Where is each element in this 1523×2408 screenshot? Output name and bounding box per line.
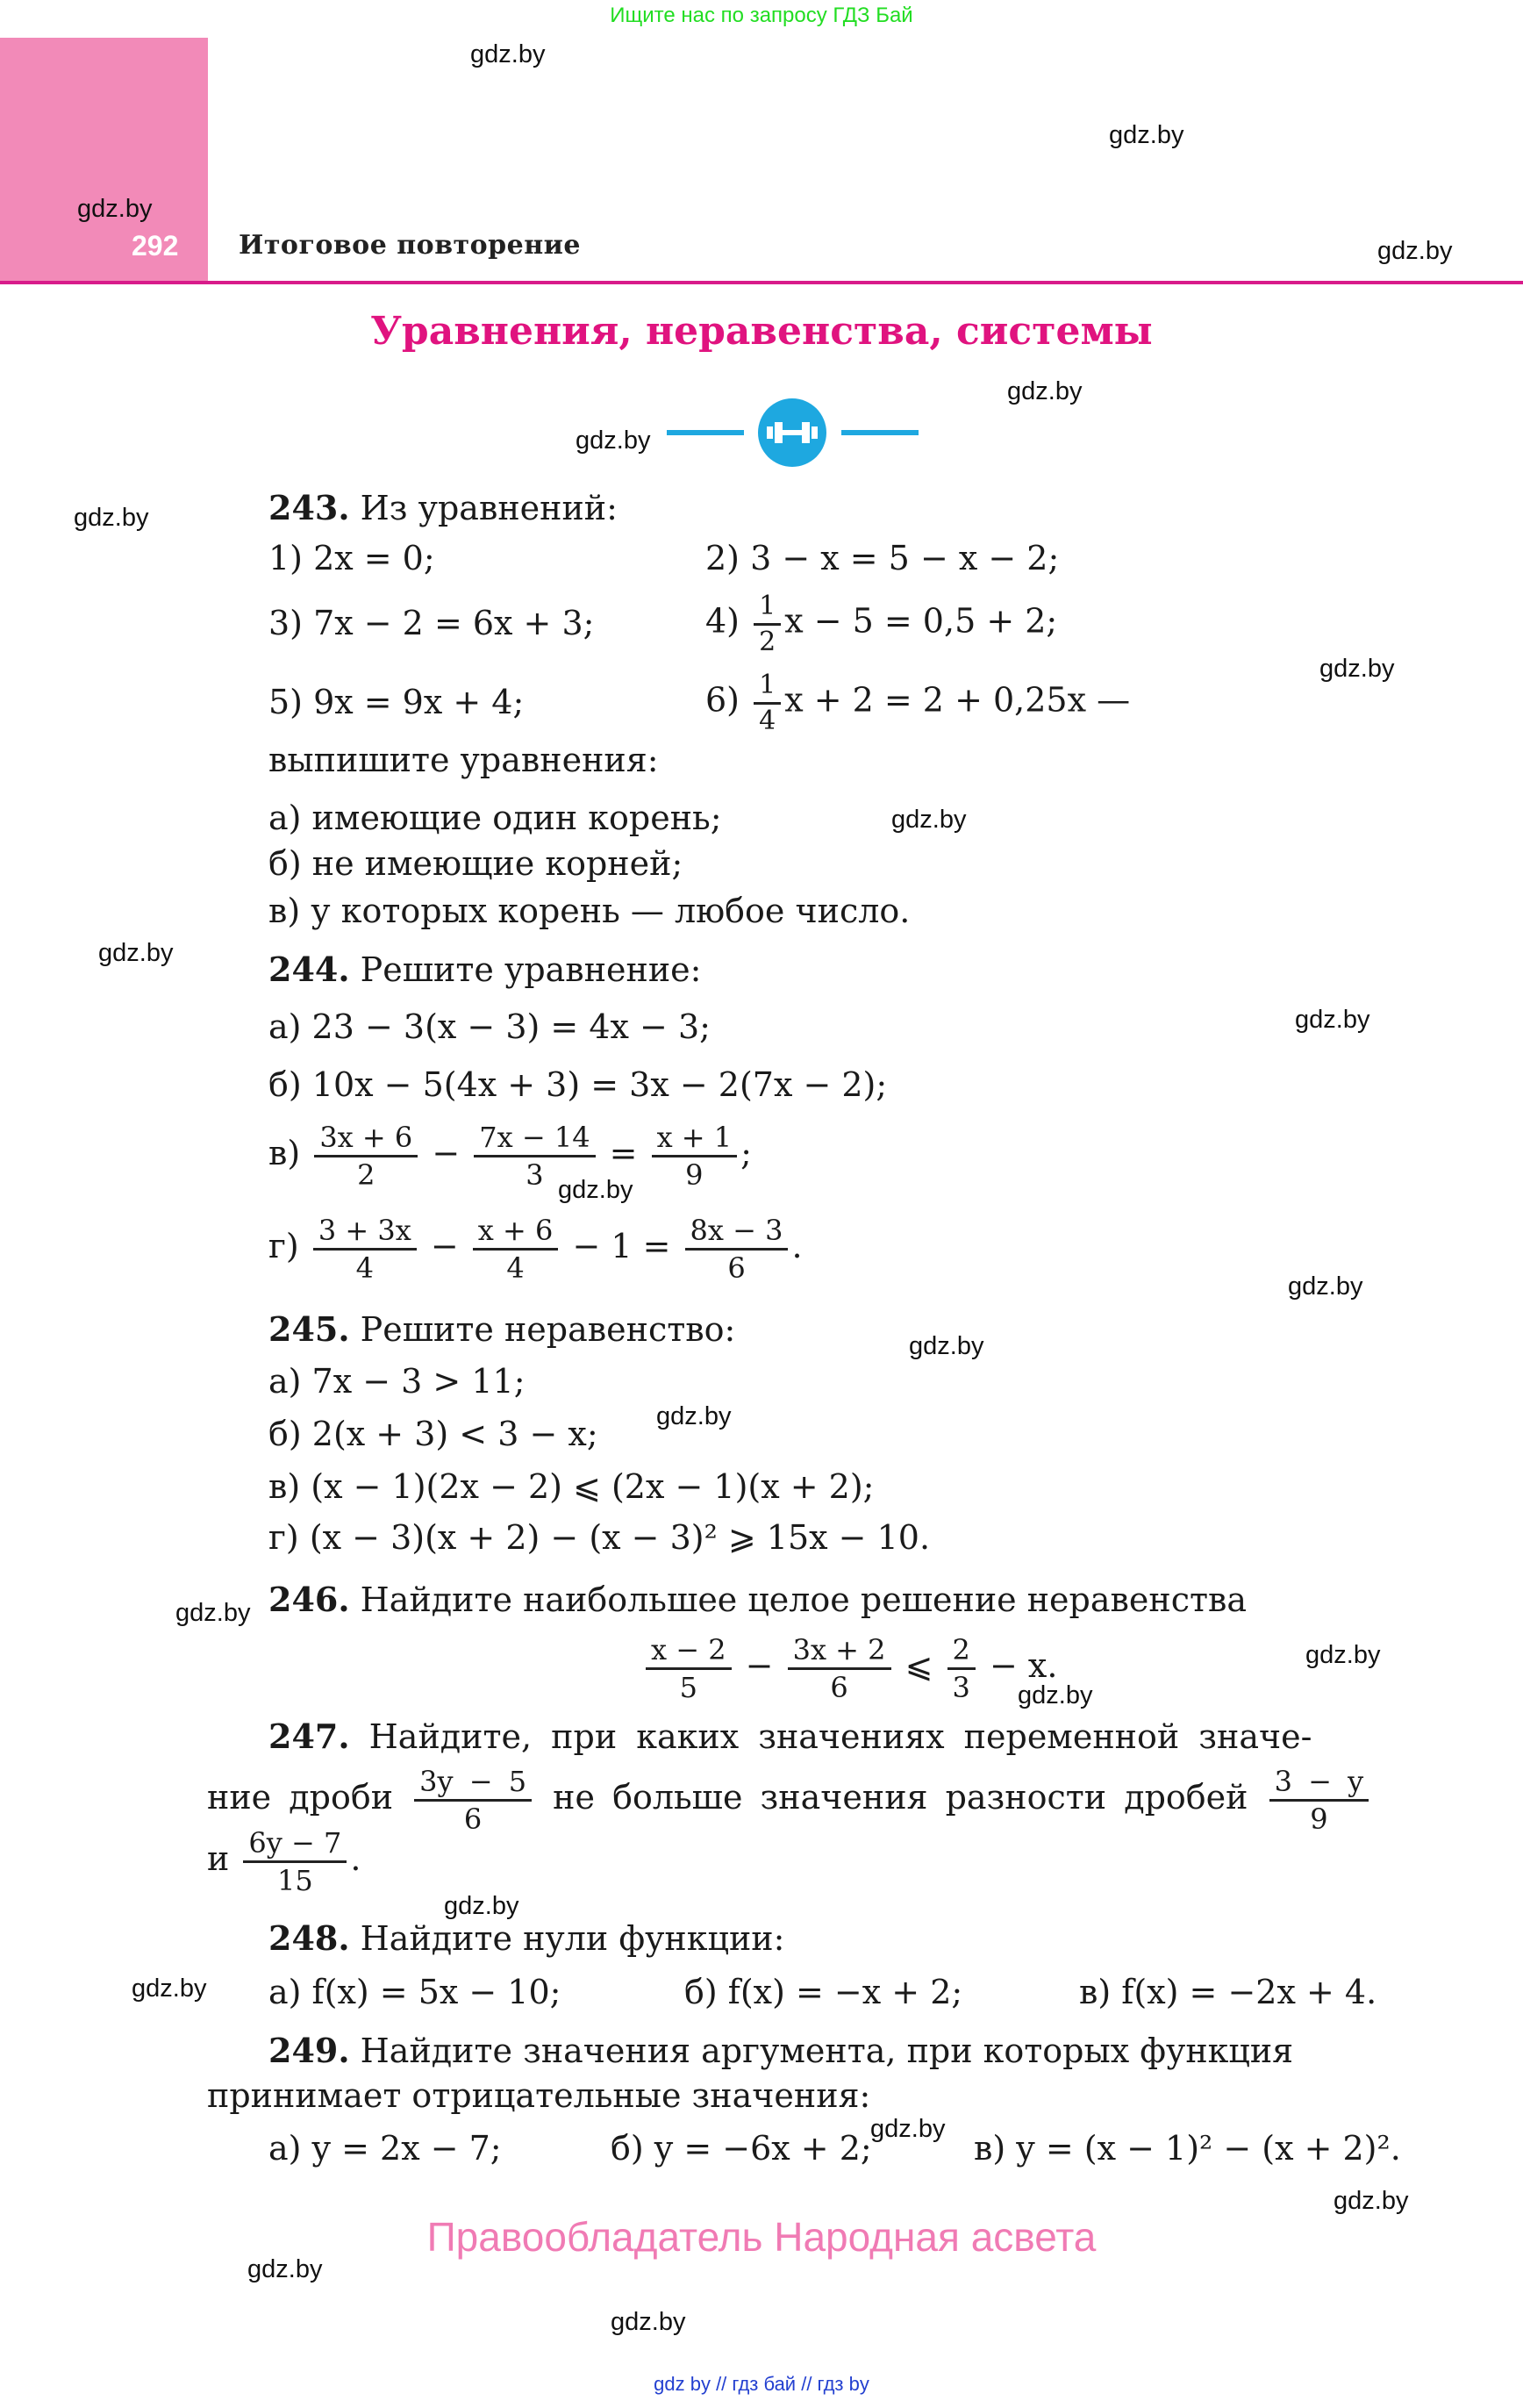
watermark: gdz.by bbox=[1109, 121, 1184, 149]
numerator: 3 + 3x bbox=[313, 1213, 417, 1251]
watermark: gdz.by bbox=[576, 426, 651, 455]
watermark: gdz.by bbox=[611, 2308, 686, 2336]
fraction bbox=[754, 669, 781, 737]
fraction bbox=[473, 1213, 559, 1286]
dumbbell-icon bbox=[758, 398, 826, 467]
problem-number: 245. bbox=[268, 1309, 350, 1349]
operator: − bbox=[430, 1227, 459, 1265]
subtask-c: в) f(x) = −2x + 4. bbox=[1079, 1973, 1377, 2011]
numerator: 3x + 6 bbox=[314, 1120, 418, 1157]
footer-links[interactable]: gdz by // гдз бай // гдз by bbox=[654, 2373, 869, 2395]
equation-6 bbox=[705, 669, 1130, 737]
divider-left bbox=[667, 430, 744, 435]
punctuation: ; bbox=[740, 1134, 752, 1172]
equation-4 bbox=[705, 590, 1057, 658]
subtask-a: а) 7x − 3 > 11; bbox=[268, 1362, 526, 1401]
problem-number: 244. bbox=[268, 950, 350, 989]
fraction bbox=[947, 1632, 976, 1705]
subtask-b: б) 2(x + 3) < 3 − x; bbox=[268, 1415, 598, 1453]
denominator: 6 bbox=[830, 1671, 848, 1704]
subtask-c bbox=[268, 1120, 752, 1193]
equation-rest: x + 2 = 2 + 0,25x — bbox=[784, 680, 1131, 720]
watermark: gdz.by bbox=[74, 504, 149, 532]
watermark: gdz.by bbox=[1319, 655, 1395, 683]
problem-intro: Найдите наибольшее целое решение неравенства bbox=[360, 1580, 1248, 1619]
item-label: г) bbox=[268, 1227, 299, 1265]
problem-number: 243. bbox=[268, 488, 350, 527]
watermark: gdz.by bbox=[1305, 1641, 1381, 1669]
watermark: gdz.by bbox=[98, 939, 174, 967]
problem-intro: Из уравнений: bbox=[360, 489, 618, 527]
item-label: 6) bbox=[705, 680, 740, 720]
problem-245-heading bbox=[268, 1309, 735, 1351]
denominator: 4 bbox=[506, 1251, 525, 1285]
item-label: в) bbox=[268, 1134, 301, 1172]
page-number: 292 bbox=[132, 230, 179, 262]
subtask-d bbox=[268, 1213, 803, 1286]
subtask-a: а) 23 − 3(x − 3) = 4x − 3; bbox=[268, 1007, 711, 1046]
numerator: 3y − 5 bbox=[414, 1764, 532, 1802]
denominator: 3 bbox=[526, 1158, 544, 1192]
search-banner[interactable]: Ищите нас по запросу ГДЗ Бай bbox=[610, 4, 913, 27]
watermark: gdz.by bbox=[1007, 377, 1083, 405]
fraction bbox=[314, 1120, 418, 1193]
operator: − 1 = bbox=[572, 1227, 671, 1265]
problem-248-heading bbox=[268, 1918, 784, 1960]
fraction bbox=[243, 1825, 347, 1898]
numerator: x − 2 bbox=[646, 1632, 732, 1670]
watermark: gdz.by bbox=[1334, 2187, 1409, 2215]
numerator: 3x + 2 bbox=[788, 1632, 891, 1670]
problem-number: 246. bbox=[268, 1580, 350, 1619]
problem-text: и bbox=[207, 1839, 230, 1878]
operator: ⩽ bbox=[905, 1646, 933, 1685]
punctuation: . bbox=[791, 1227, 803, 1265]
denominator: 5 bbox=[679, 1671, 697, 1704]
operator: − bbox=[745, 1646, 774, 1685]
section-title: Уравнения, неравенства, системы bbox=[370, 309, 1153, 354]
fraction bbox=[652, 1120, 738, 1193]
problem-247-line2 bbox=[207, 1764, 1372, 1837]
problem-intro: Решите неравенство: bbox=[360, 1310, 736, 1349]
problem-intro: Найдите нули функции: bbox=[360, 1919, 785, 1958]
watermark: gdz.by bbox=[909, 1332, 984, 1360]
problem-247-line3 bbox=[207, 1825, 361, 1898]
running-title: Итоговое повторение bbox=[239, 230, 581, 261]
problem-text: не больше значения разности дробей bbox=[553, 1778, 1248, 1817]
equation-rest: x − 5 = 0,5 + 2; bbox=[784, 601, 1058, 641]
expression-tail: − x. bbox=[990, 1646, 1058, 1685]
denominator: 6 bbox=[463, 1802, 483, 1836]
equation-5: 5) 9x = 9x + 4; bbox=[268, 683, 525, 721]
fraction bbox=[788, 1632, 891, 1705]
watermark: gdz.by bbox=[870, 2115, 946, 2143]
problem-249-line2: принимает отрицательные значения: bbox=[207, 2076, 871, 2115]
denominator: 2 bbox=[759, 626, 776, 657]
numerator: 3 − y bbox=[1269, 1764, 1369, 1802]
instruction: выпишите уравнения: bbox=[268, 741, 659, 779]
numerator: 7x − 14 bbox=[474, 1120, 595, 1157]
watermark: gdz.by bbox=[247, 2255, 323, 2283]
subtask-c: в) у которых корень — любое число. bbox=[268, 892, 911, 930]
numerator: 6y − 7 bbox=[243, 1825, 347, 1863]
equation-1: 1) 2x = 0; bbox=[268, 539, 435, 577]
problem-244-heading bbox=[268, 950, 701, 991]
fraction bbox=[646, 1632, 732, 1705]
subtask-b: б) y = −6x + 2; bbox=[611, 2129, 872, 2168]
problem-number: 249. bbox=[268, 2031, 350, 2070]
subtask-a: а) y = 2x − 7; bbox=[268, 2129, 502, 2168]
divider-right bbox=[841, 430, 919, 435]
problem-number: 247. bbox=[268, 1716, 350, 1756]
subtask-c: в) y = (x − 1)² − (x + 2)². bbox=[974, 2129, 1401, 2168]
watermark: gdz.by bbox=[1018, 1681, 1093, 1709]
numerator: 1 bbox=[754, 669, 781, 705]
watermark: gdz.by bbox=[77, 195, 153, 223]
numerator: 8x − 3 bbox=[685, 1213, 789, 1251]
problem-text: Найдите значения аргумента, при которых функция bbox=[360, 2032, 1294, 2070]
subtask-b: б) f(x) = −x + 2; bbox=[684, 1973, 963, 2011]
header-rule bbox=[0, 281, 1523, 284]
subtask-b: б) 10x − 5(4x + 3) = 3x − 2(7x − 2); bbox=[268, 1065, 888, 1104]
problem-intro: Решите уравнение: bbox=[360, 950, 702, 989]
equation-2: 2) 3 − x = 5 − x − 2; bbox=[705, 539, 1060, 577]
watermark: gdz.by bbox=[656, 1402, 732, 1430]
fraction bbox=[685, 1213, 789, 1286]
watermark: gdz.by bbox=[558, 1176, 633, 1204]
denominator: 4 bbox=[355, 1251, 374, 1285]
numerator: x + 1 bbox=[652, 1120, 738, 1157]
problem-249-heading bbox=[268, 2031, 1293, 2072]
problem-text: ние дроби bbox=[207, 1778, 394, 1817]
denominator: 15 bbox=[277, 1864, 313, 1897]
copyright-holder: Правообладатель Народная асвета bbox=[426, 2214, 1097, 2260]
numerator: x + 6 bbox=[473, 1213, 559, 1251]
denominator: 9 bbox=[685, 1158, 704, 1192]
operator: − bbox=[432, 1134, 461, 1172]
denominator: 6 bbox=[727, 1251, 746, 1285]
fraction bbox=[754, 590, 781, 658]
fraction bbox=[313, 1213, 417, 1286]
watermark: gdz.by bbox=[891, 806, 967, 834]
subtask-a: а) f(x) = 5x − 10; bbox=[268, 1973, 561, 2011]
watermark: gdz.by bbox=[175, 1599, 251, 1627]
problem-243-heading bbox=[268, 488, 618, 529]
denominator: 3 bbox=[952, 1671, 970, 1704]
item-label: 4) bbox=[705, 601, 740, 641]
watermark: gdz.by bbox=[444, 1892, 519, 1920]
denominator: 2 bbox=[357, 1158, 375, 1192]
punctuation: . bbox=[350, 1839, 361, 1878]
denominator: 9 bbox=[1310, 1802, 1328, 1836]
watermark: gdz.by bbox=[1377, 237, 1453, 265]
numerator: 2 bbox=[947, 1632, 976, 1670]
subtask-c: в) (x − 1)(2x − 2) ⩽ (2x − 1)(x + 2); bbox=[268, 1467, 875, 1506]
problem-247-heading bbox=[268, 1716, 1312, 1758]
numerator: 1 bbox=[754, 590, 781, 626]
problem-text: Найдите, при каких значениях переменной значе- bbox=[368, 1717, 1312, 1756]
subtask-b: б) не имеющие корней; bbox=[268, 844, 683, 883]
watermark: gdz.by bbox=[132, 1974, 207, 2003]
operator: = bbox=[609, 1134, 638, 1172]
subtask-d: г) (x − 3)(x + 2) − (x − 3)² ⩾ 15x − 10. bbox=[268, 1518, 931, 1557]
fraction bbox=[414, 1764, 532, 1837]
subtask-a: а) имеющие один корень; bbox=[268, 799, 722, 837]
fraction bbox=[1269, 1764, 1369, 1837]
equation-3: 3) 7x − 2 = 6x + 3; bbox=[268, 604, 595, 642]
watermark: gdz.by bbox=[1295, 1006, 1370, 1034]
inequality bbox=[642, 1632, 1057, 1705]
watermark: gdz.by bbox=[1288, 1272, 1363, 1301]
denominator: 4 bbox=[759, 705, 776, 736]
watermark: gdz.by bbox=[470, 40, 546, 68]
problem-246-heading bbox=[268, 1580, 1247, 1621]
problem-number: 248. bbox=[268, 1918, 350, 1958]
